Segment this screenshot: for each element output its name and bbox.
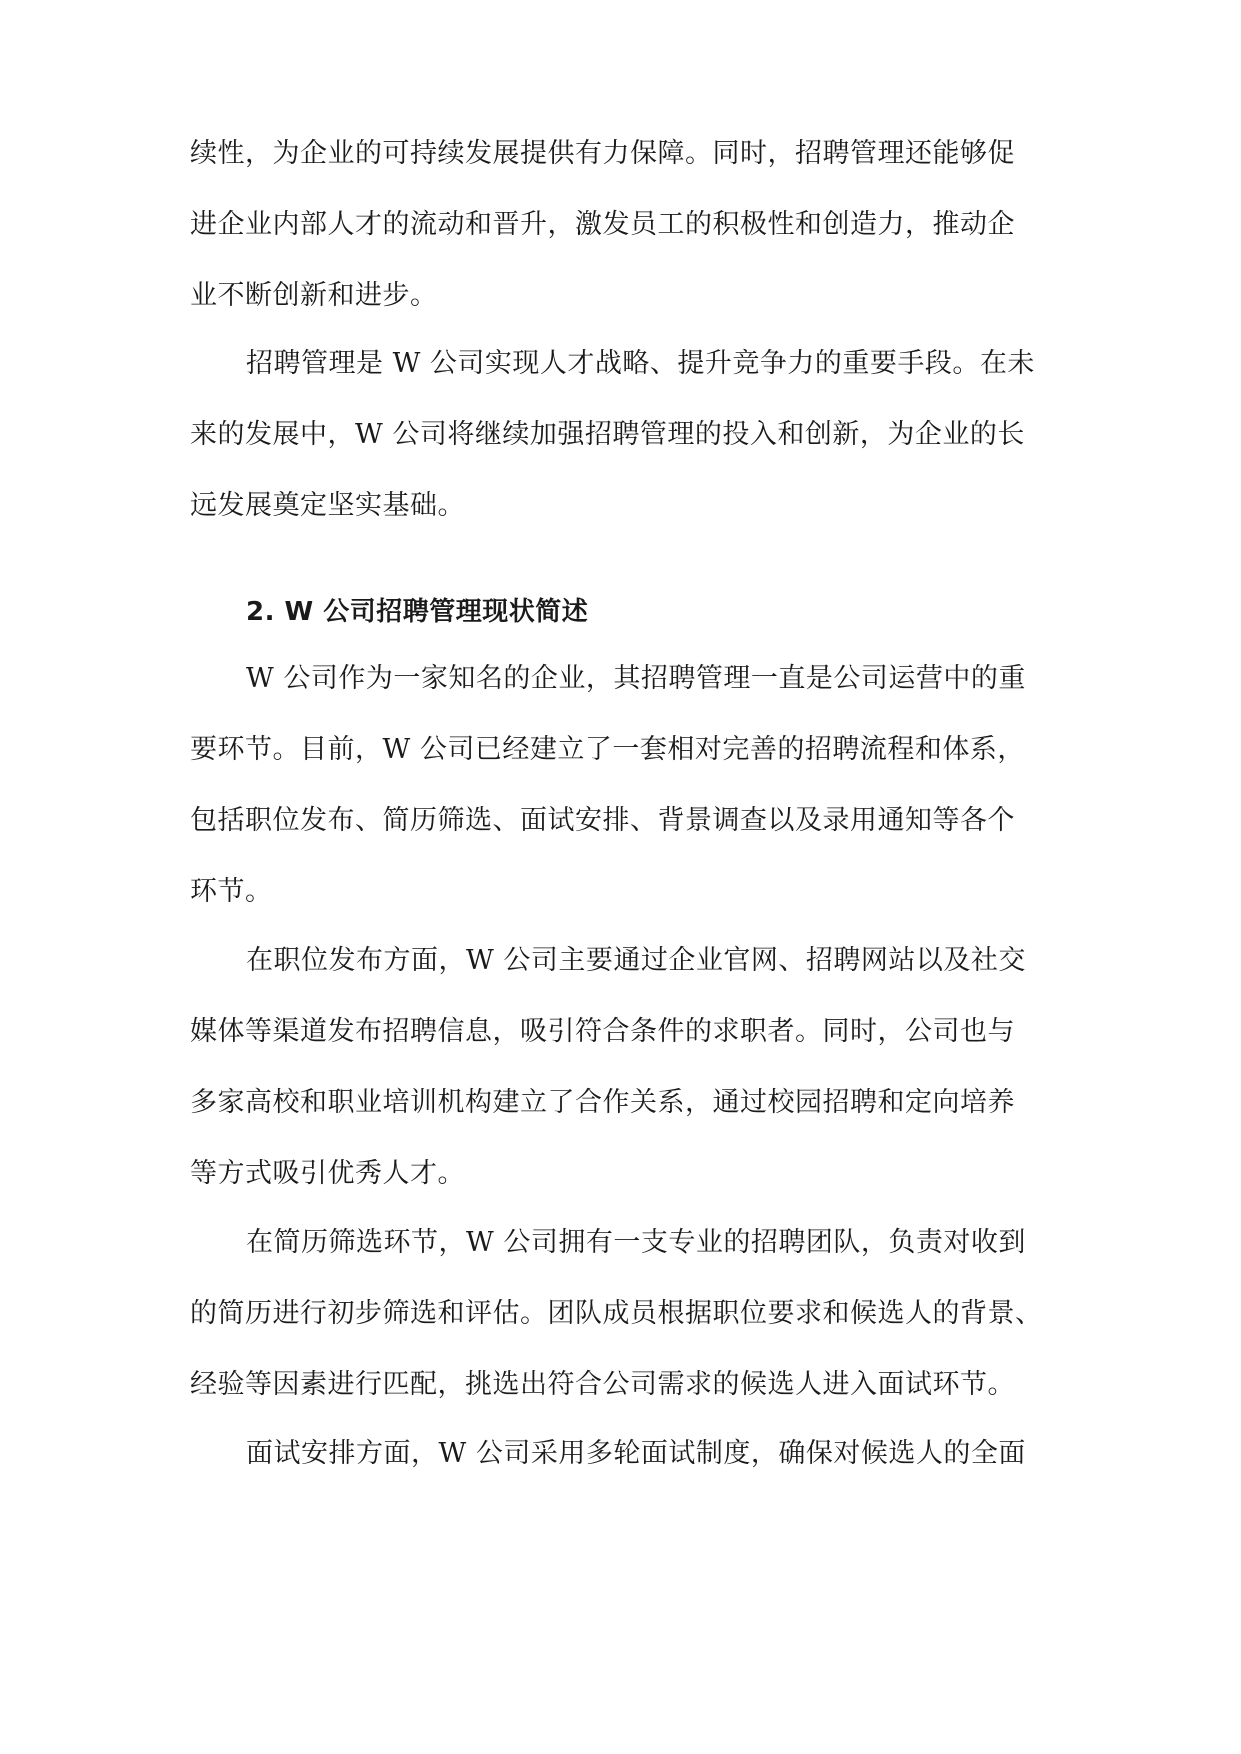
paragraph-1-line-2: 进企业内部人才的流动和晋升，激发员工的积极性和创造力，推动企 xyxy=(190,209,1015,240)
paragraph-2-line-1: 招聘管理是 W 公司实现人才战略、提升竞争力的重要手段。在未 xyxy=(246,348,1035,379)
section-heading: 2. W 公司招聘管理现状简述 xyxy=(246,597,589,627)
paragraph-3-line-3: 包括职位发布、简历筛选、面试安排、背景调查以及录用通知等各个 xyxy=(190,805,1015,836)
paragraph-6-line-1: 面试安排方面，W 公司采用多轮面试制度，确保对候选人的全面 xyxy=(246,1438,1026,1469)
paragraph-4-line-4: 等方式吸引优秀人才。 xyxy=(190,1158,465,1189)
paragraph-1-line-3: 业不断创新和进步。 xyxy=(190,280,438,311)
paragraph-4-line-2: 媒体等渠道发布招聘信息，吸引符合条件的求职者。同时，公司也与 xyxy=(190,1016,1015,1047)
paragraph-4-line-3: 多家高校和职业培训机构建立了合作关系，通过校园招聘和定向培养 xyxy=(190,1087,1015,1118)
paragraph-5-line-2: 的简历进行初步筛选和评估。团队成员根据职位要求和候选人的背景、 xyxy=(190,1298,1043,1329)
paragraph-1-line-1: 续性，为企业的可持续发展提供有力保障。同时，招聘管理还能够促 xyxy=(190,138,1015,169)
paragraph-5-line-3: 经验等因素进行匹配，挑选出符合公司需求的候选人进入面试环节。 xyxy=(190,1369,1015,1400)
paragraph-3-line-4: 环节。 xyxy=(190,876,273,907)
paragraph-4-line-1: 在职位发布方面，W 公司主要通过企业官网、招聘网站以及社交 xyxy=(246,945,1026,976)
paragraph-5-line-1: 在简历筛选环节，W 公司拥有一支专业的招聘团队，负责对收到 xyxy=(246,1227,1026,1258)
paragraph-2-line-3: 远发展奠定坚实基础。 xyxy=(190,490,465,521)
paragraph-3-line-1: W 公司作为一家知名的企业，其招聘管理一直是公司运营中的重 xyxy=(246,663,1026,694)
paragraph-3-line-2: 要环节。目前，W 公司已经建立了一套相对完善的招聘流程和体系， xyxy=(190,734,1025,765)
paragraph-2-line-2: 来的发展中，W 公司将继续加强招聘管理的投入和创新，为企业的长 xyxy=(190,419,1025,450)
